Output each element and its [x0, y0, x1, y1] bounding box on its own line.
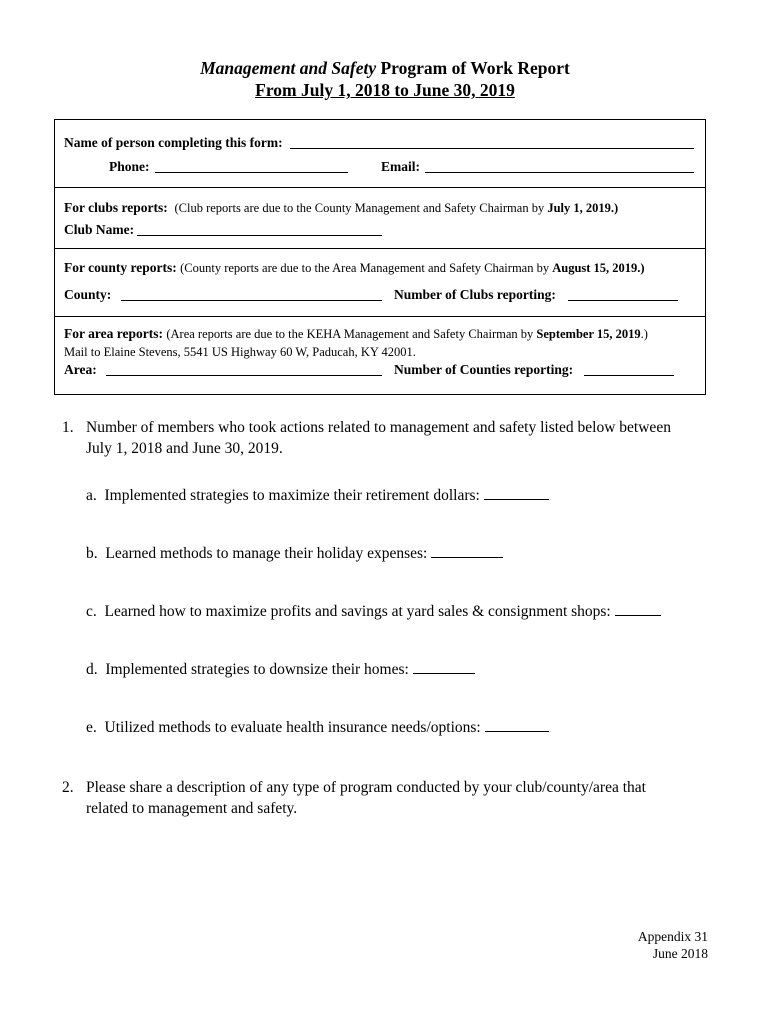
list-item	[86, 543, 503, 564]
area-due-date: September 15, 2019	[536, 327, 641, 341]
divider	[55, 187, 705, 188]
item-letter: d.	[86, 661, 98, 678]
appendix-label: Appendix 31	[637, 929, 708, 944]
answer-field[interactable]	[431, 556, 503, 558]
counties-reporting-label: Number of Counties reporting:	[394, 362, 574, 377]
question-text: related to management and safety.	[86, 800, 298, 817]
list-item	[86, 601, 661, 622]
county-reports-label: For county reports:	[64, 260, 177, 275]
item-letter: a.	[86, 487, 97, 504]
county-label: County:	[64, 287, 112, 302]
email-field[interactable]	[425, 172, 694, 173]
area-note-end: .)	[640, 327, 648, 341]
clubs-reporting-field[interactable]	[568, 300, 678, 301]
question-number: 1.	[62, 419, 74, 436]
county-reports-line	[64, 260, 645, 276]
question-text: Number of members who took actions related to management and safety listed below between	[86, 419, 671, 436]
item-letter: b.	[86, 545, 98, 562]
clubs-due-date: July 1, 2019.)	[547, 201, 619, 215]
clubs-reporting-label: Number of Clubs reporting:	[394, 287, 556, 302]
clubs-note: (Club reports are due to the County Management and Safety Chairman by	[174, 201, 548, 215]
club-name-label: Club Name:	[64, 222, 135, 237]
page-title	[0, 57, 770, 79]
club-name-field[interactable]	[137, 235, 382, 236]
answer-field[interactable]	[484, 498, 549, 500]
answer-field[interactable]	[485, 730, 549, 732]
clubs-reports-line	[64, 200, 618, 216]
mail-to-address: Mail to Elaine Stevens, 5541 US Highway 60 W, Paducah, KY 42001.	[64, 345, 416, 359]
clubs-reports-label: For clubs reports:	[64, 200, 168, 215]
phone-field[interactable]	[155, 172, 348, 173]
name-label: Name of person completing this form:	[64, 135, 283, 150]
counties-reporting-field[interactable]	[584, 375, 674, 376]
list-item	[86, 485, 549, 506]
divider	[55, 248, 705, 249]
area-note: (Area reports are due to the KEHA Management and Safety Chairman by	[166, 327, 537, 341]
footer-date: June 2018	[652, 946, 708, 961]
item-text: Implemented strategies to maximize their retirement dollars:	[104, 487, 480, 504]
county-field[interactable]	[121, 300, 382, 301]
list-item	[86, 717, 549, 738]
area-field[interactable]	[106, 375, 382, 376]
email-label: Email:	[381, 159, 420, 174]
list-item	[86, 659, 475, 680]
footer	[638, 928, 708, 962]
county-note: (County reports are due to the Area Management and Safety Chairman by	[180, 261, 553, 275]
question-number: 2.	[62, 779, 74, 796]
item-letter: c.	[86, 603, 97, 620]
title-italic: Management and Safety	[200, 58, 377, 78]
item-letter: e.	[86, 719, 97, 736]
question-text: July 1, 2018 and June 30, 2019.	[86, 440, 283, 457]
divider	[55, 316, 705, 317]
answer-field[interactable]	[413, 672, 475, 674]
area-label: Area:	[64, 362, 97, 377]
item-text: Learned how to maximize profits and savings at yard sales & consignment shops:	[104, 603, 611, 620]
date-range: From July 1, 2018 to June 30, 2019	[255, 80, 515, 100]
area-reports-label: For area reports:	[64, 326, 163, 341]
county-due-date: August 15, 2019.)	[552, 261, 645, 275]
answer-field[interactable]	[615, 614, 661, 616]
title-rest: Program of Work Report	[376, 58, 570, 78]
question-text: Please share a description of any type of program conducted by your club/county/area that	[86, 779, 646, 796]
name-field[interactable]	[290, 148, 694, 149]
item-text: Implemented strategies to downsize their homes:	[105, 661, 409, 678]
item-text: Utilized methods to evaluate health insurance needs/options:	[104, 719, 481, 736]
item-text: Learned methods to manage their holiday expenses:	[105, 545, 428, 562]
phone-label: Phone:	[109, 159, 150, 174]
area-reports-line	[64, 326, 648, 342]
info-box	[54, 119, 706, 395]
